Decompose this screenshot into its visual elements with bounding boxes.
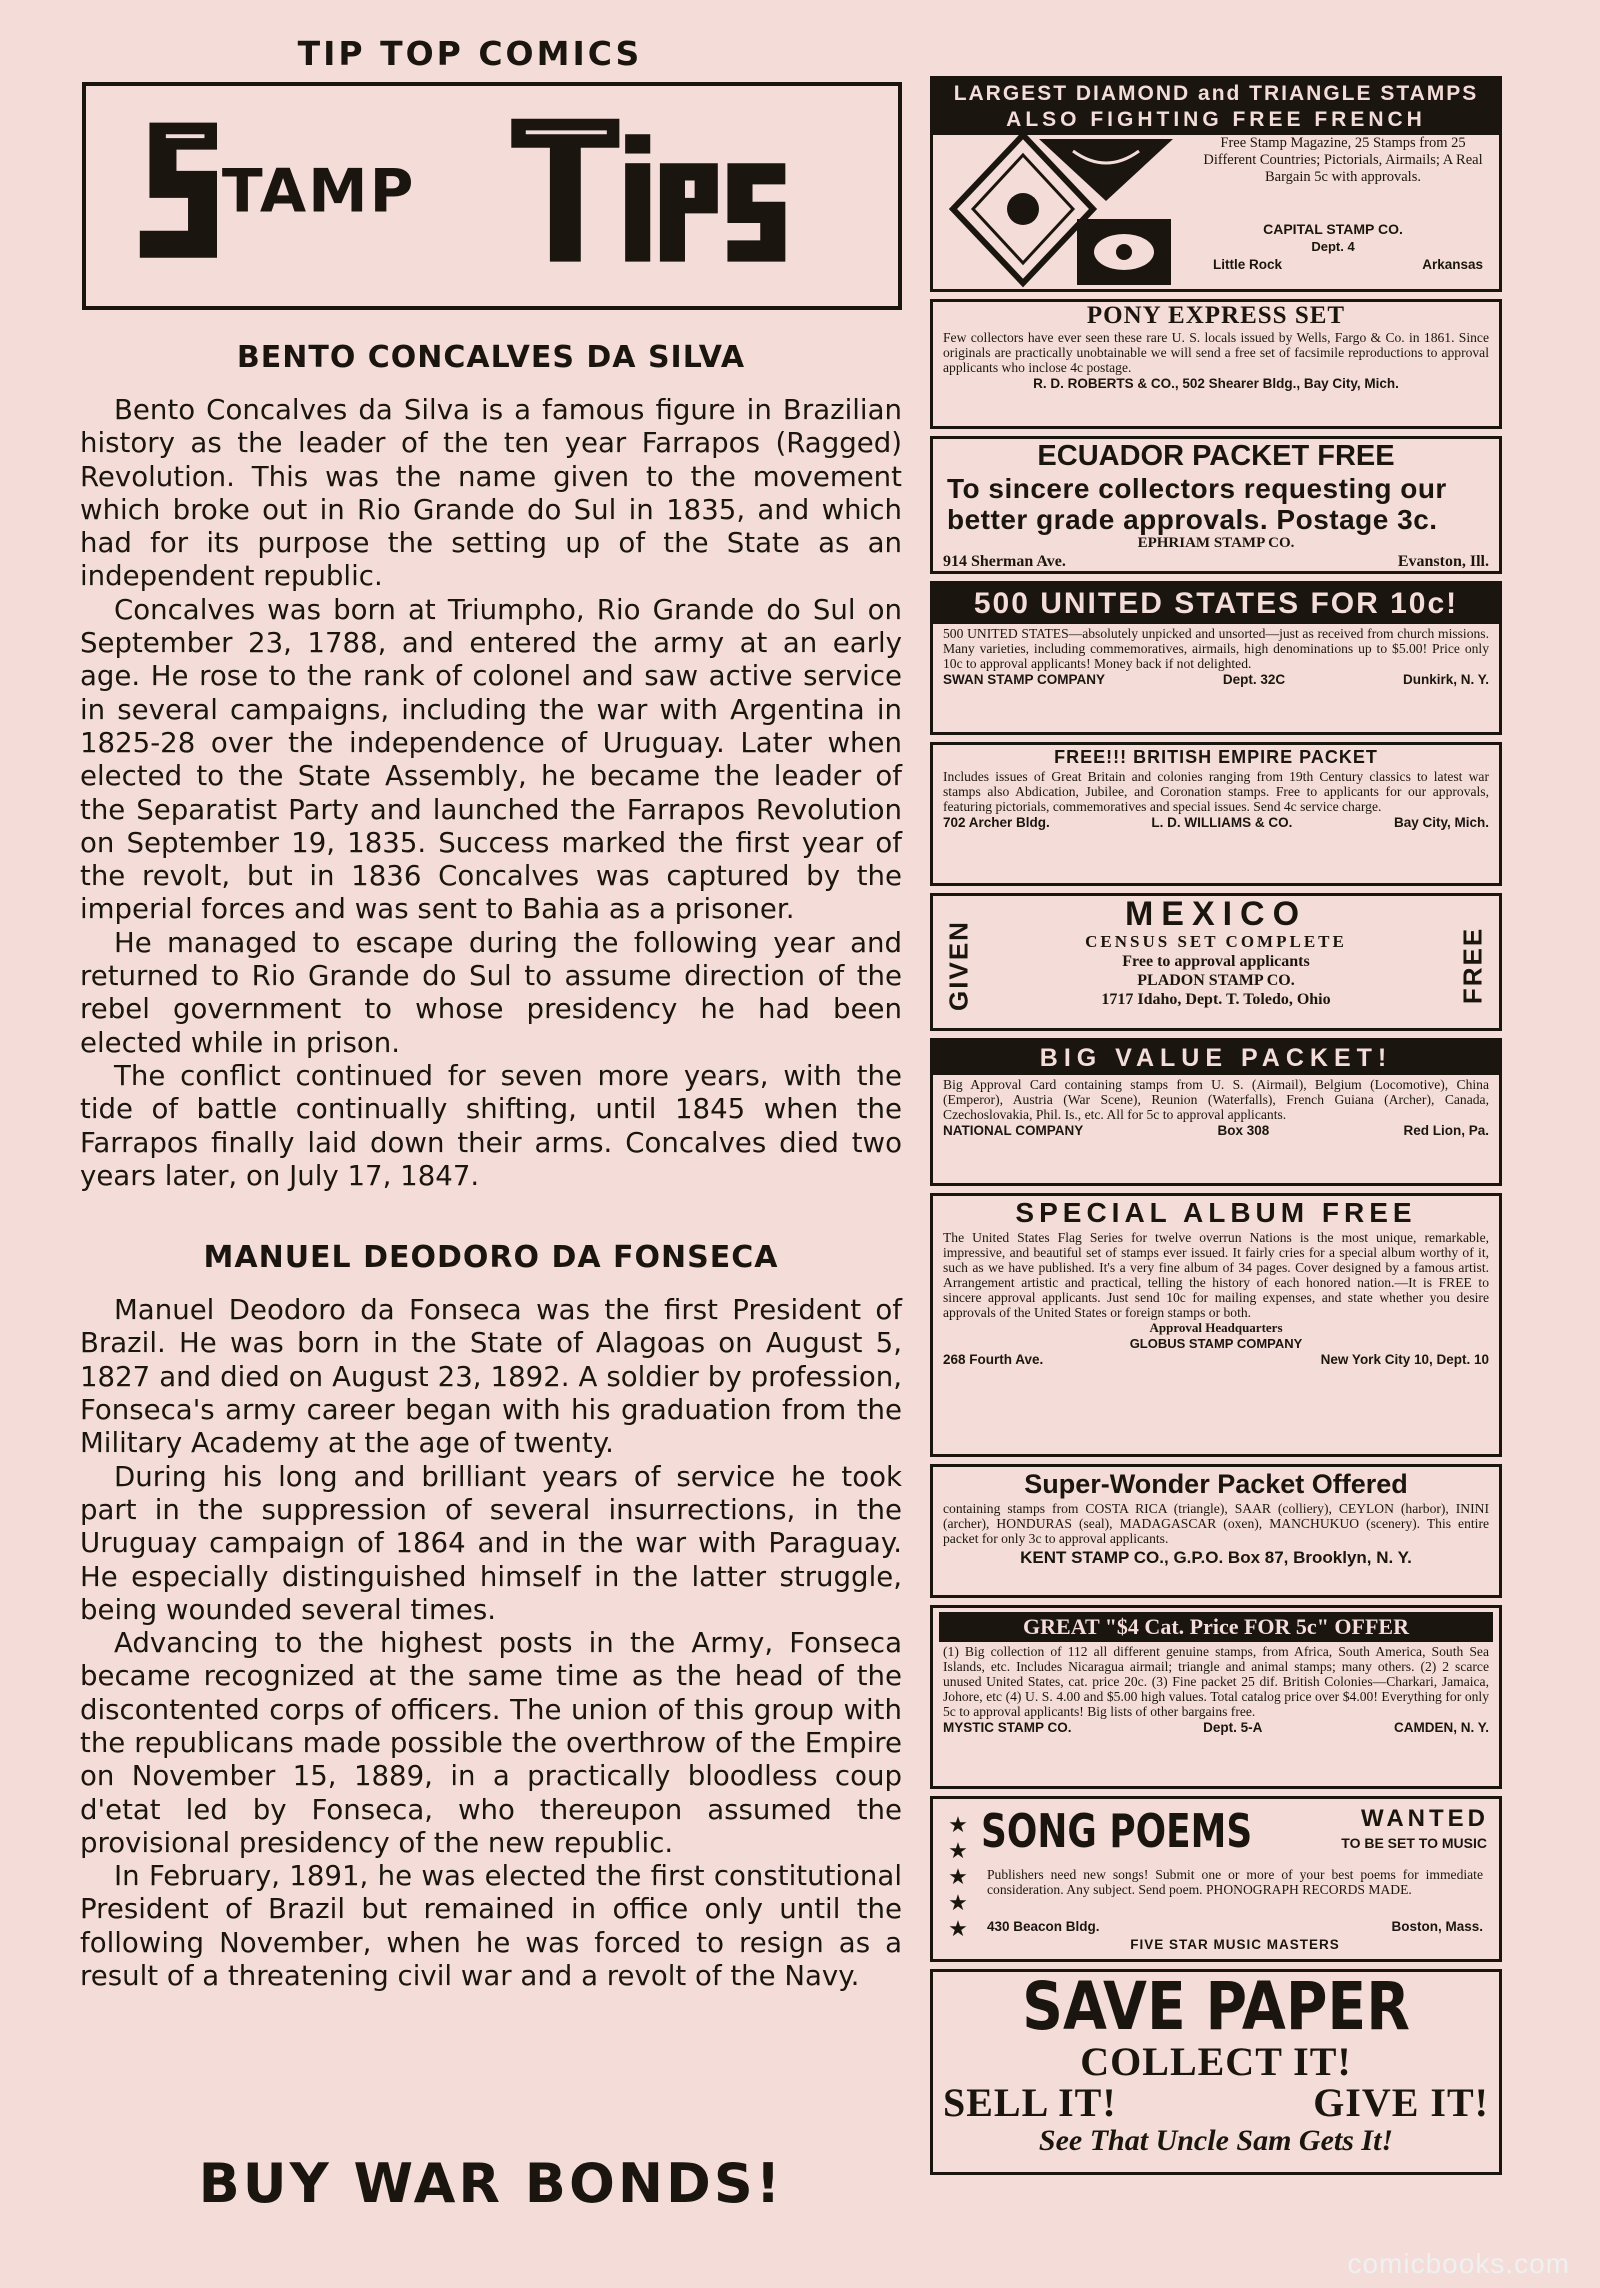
ad-capital-stamp [930, 76, 1502, 292]
ad-save-paper [930, 1969, 1502, 2175]
ad-kent-body: containing stamps from COSTA RICA (triangle), SAAR (colliery), CEYLON (harbor), ININI (archer), HONDURAS (seal), MADAGASCAR (oxen), MANCHUKUO (scenery). This entire packet for only 3c to approval applicants. [943, 1501, 1489, 1546]
ad-capital-line1: LARGEST DIAMOND and TRIANGLE STAMPS [933, 79, 1499, 109]
watermark: comicbooks.com [1347, 2248, 1570, 2279]
ad-globus-city: New York City 10, Dept. 10 [1320, 1352, 1489, 1367]
ad-super-wonder-packet [930, 1464, 1502, 1598]
ad-songs-sub: TO BE SET TO MUSIC [1341, 1835, 1487, 1851]
ad-mystic-body: (1) Big collection of 112 all different genuine stamps, from Africa, South America, South Sea Islands, etc. Includes Nicaragua airmail; triangle and animal stamps; many others. (2) 2 scarce unused United States, cat. price 20c. (3) Fine packet 25 dif. British Colonies—Charkari, Jamaica, Johore, etc (4) U. S. 4.00 and $5.00 high values. Total catalog price over $4.00! Everything for only 5c to approval applicants! Big lists of other bargains free. [943, 1644, 1489, 1719]
section-1-paragraph: The conflict continued for seven more years, with the tide of battle continually shifting, until 1845 when the Farrapos finally laid down their arms. Concalves died two years later, on July 17, 1847. [80, 1058, 902, 1192]
save-paper-line2: COLLECT IT! [1080, 2039, 1352, 2084]
ad-ecuador-title: ECUADOR PACKET FREE [1037, 440, 1395, 472]
ad-song-poems [930, 1796, 1502, 1962]
ad-pony-title: PONY EXPRESS SET [1086, 302, 1346, 329]
ad-mexico-line1: Free to approval applicants [1122, 953, 1310, 970]
ad-ecuador-city: Evanston, Ill. [1397, 553, 1489, 570]
ad-mystic-stamp [930, 1605, 1502, 1789]
ad-williams-body: Includes issues of Great Britain and colonies ranging from 19th Century classics to latest war stamps also Abdication, Jubilee, and Coronation stamps. Free to applicants for our approvals, featuring pictorials, commemoratives and special issues. Send 4c service charge. [943, 769, 1489, 814]
section-2-heading: MANUEL DEODORO DA FONSECA [203, 1240, 779, 1276]
title-logo [86, 86, 898, 306]
save-paper-line4: See That Uncle Sam Gets It! [1038, 2124, 1394, 2157]
star-icons: ★ ★ ★ ★ ★ [948, 1813, 968, 1942]
section-2-paragraph: Manuel Deodoro da Fonseca was the first President of Brazil. He was born in the State of Alagoas on August 5, 1827 and died on August 23, 1892. A soldier by profession, Fonseca's army career began with his graduation from the Military Academy at the age of twenty. [80, 1293, 902, 1460]
ad-swan-title: 500 UNITED STATES FOR 10c! [933, 584, 1499, 624]
save-paper-sell: SELL IT! [943, 2080, 1117, 2125]
section-1-heading: BENTO CONCALVES DA SILVA [236, 340, 746, 375]
ad-swan-body: 500 UNITED STATES—absolutely unpicked and unsorted—just as received from church missions. Many varieties, including commemoratives, airmails, high denominations up to $5.00! Price only 10c to approval applicants! Money back if not delighted. [943, 626, 1489, 671]
ad-national-company: NATIONAL COMPANY [943, 1123, 1084, 1138]
ad-globus-company: GLOBUS STAMP COMPANY [1129, 1336, 1303, 1351]
save-paper-give: GIVE IT! [1313, 2080, 1489, 2125]
ad-swan-company: SWAN STAMP COMPANY [943, 672, 1106, 687]
ad-ecuador-company: EPHRIAM STAMP CO. [1137, 535, 1295, 551]
section-2-paragraph: Advancing to the highest posts in the Army, Fonseca became recognized at the same time as the head of the discontented corps of officers. The union of this group with the republicans made possible the overthrow of the Empire on November 15, 1889, in a practically bloodless coup d'etat led by Fonseca, who thereupon assumed the provisional presidency of the new republic. [80, 1626, 902, 1859]
ad-national-box: Box 308 [1217, 1123, 1270, 1138]
ad-williams-city: Bay City, Mich. [1393, 815, 1489, 830]
section-1-paragraph: He managed to escape during the following year and returned to Rio Grande do Sul to assume direction of the rebel government to whose presidency he had been elected while in prison. [80, 925, 902, 1059]
ad-capital-company: CAPITAL STAMP CO. [1263, 221, 1403, 237]
ad-mystic-company: MYSTIC STAMP CO. [943, 1720, 1072, 1735]
save-paper-line1: SAVE PAPER [1022, 1969, 1410, 2045]
section-2-paragraph: During his long and brilliant years of service he took part in the suppression of several insurrections, in the Uruguay campaign of 1864 and in the war with Paraguay. He especially distinguished himself in the latter struggle, being wounded several times. [80, 1459, 902, 1626]
ad-swan-city: Dunkirk, N. Y. [1402, 672, 1489, 687]
ad-ecuador-packet [930, 436, 1502, 574]
ad-capital-city: Little Rock [1213, 257, 1283, 272]
section-1-paragraph: Concalves was born at Triumpho, Rio Grande do Sul on September 23, 1788, and entered the army at an early age. He rose to the rank of colonel and saw active service in several campaigns, including the war with Argentina in 1825-28 over the independence of Uruguay. Later when elected to the State Assembly, he became the leader of the Separatist Party and launched the Farrapos Revolution on September 19, 1835. Success marked the first year of the revolt, but in 1836 Concalves was captured by the imperial forces and was sent to Bahia as a prisoner. [80, 592, 902, 926]
ads-column [930, 76, 1502, 2175]
ad-mexico-line3: 1717 Idaho, Dept. T. Toledo, Ohio [1101, 991, 1331, 1008]
ad-pony-body: Few collectors have ever seen these rare U. S. locals issued by Wells, Fargo & Co. in 1861. Since originals are practically unobtainable we will send a free set of facsimile reproductions to approval applicants who inclose 4c postage. [943, 330, 1489, 375]
ad-swan-stamp [930, 581, 1502, 735]
ad-big-value-packet [930, 1038, 1502, 1186]
ad-williams-title: FREE!!! BRITISH EMPIRE PACKET [1054, 747, 1378, 767]
buy-war-bonds-slogan: BUY WAR BONDS! [198, 2152, 784, 2215]
stamps-illustration-icon [943, 131, 1183, 291]
ad-ecuador-body: To sincere collectors requesting our better grade approvals. Postage 3c. [947, 473, 1447, 535]
ad-capital-state: Arkansas [1422, 257, 1483, 272]
ad-kent-title: Super-Wonder Packet Offered [1024, 1469, 1408, 1499]
ad-british-empire [930, 742, 1502, 886]
ad-mexico-given: GIVEN [943, 920, 974, 1011]
ad-special-album [930, 1193, 1502, 1457]
ad-ecuador-address: 914 Sherman Ave. [943, 553, 1066, 570]
ad-williams-address: 702 Archer Bldg. [943, 815, 1050, 830]
article-column [80, 340, 902, 1992]
ad-songs-city: Boston, Mass. [1391, 1919, 1483, 1934]
ad-mystic-dept: Dept. 5-A [1203, 1720, 1263, 1735]
page-header: TIP TOP COMICS [297, 34, 643, 73]
ad-mexico-line2: PLADON STAMP CO. [1137, 972, 1295, 989]
ad-mexico-census [930, 893, 1502, 1031]
ad-mexico-title: MEXICO [1124, 895, 1308, 933]
ad-globus-title: SPECIAL ALBUM FREE [1015, 1197, 1417, 1228]
ad-globus-address: 268 Fourth Ave. [943, 1352, 1044, 1367]
ad-williams-company: L. D. WILLIAMS & CO. [1151, 815, 1293, 830]
ad-kent-footer: KENT STAMP CO., G.P.O. Box 87, Brooklyn, N. Y. [1020, 1548, 1412, 1567]
ad-mexico-sub: CENSUS SET COMPLETE [1085, 932, 1347, 951]
ad-national-body: Big Approval Card containing stamps from U. S. (Airmail), Belgium (Locomotive), China (Emperor), Austria (War Scene), Reunion (Waterfalls), French Guiana (Archer), Canada, Czechoslovakia, Phil. Is., etc. All for 5c to approval applicants. [943, 1077, 1489, 1122]
svg-text:TAMP: TAMP [221, 156, 416, 227]
ad-mexico-free: FREE [1457, 926, 1488, 1005]
title-box [82, 82, 902, 310]
ad-mystic-city: CAMDEN, N. Y. [1393, 1720, 1489, 1735]
ad-pony-express [930, 299, 1502, 429]
ad-songs-wanted: WANTED [1361, 1805, 1489, 1832]
ad-songs-address: 430 Beacon Bldg. [987, 1919, 1100, 1934]
ad-national-title: BIG VALUE PACKET! [933, 1041, 1499, 1075]
ad-swan-dept: Dept. 32C [1222, 672, 1286, 687]
ad-national-city: Red Lion, Pa. [1403, 1123, 1489, 1138]
section-1-paragraph: Bento Concalves da Silva is a famous figure in Brazilian history as the leader of the ten year Farrapos (Ragged) Revolution. This was the name given to the movement which broke out in Rio Grande do Sul in 1835, and which had for its purpose the setting up of the State as an independent republic. [80, 393, 902, 593]
section-2-paragraph: In February, 1891, he was elected the first constitutional President of Brazil but remained in office only until the following November, when he was forced to resign as a result of a threatening civil war and a revolt of the Navy. [80, 1859, 902, 1993]
ad-capital-line2: ALSO FIGHTING FREE FRENCH [933, 109, 1499, 135]
ad-songs-body: Publishers need new songs! Submit one or more of your best poems for immediate consideration. Any subject. Send poem. PHONOGRAPH RECORDS MADE. [987, 1867, 1483, 1897]
ad-globus-hq: Approval Headquarters [1149, 1320, 1283, 1335]
ad-capital-dept: Dept. 4 [1311, 239, 1355, 254]
ad-capital-body: Free Stamp Magazine, 25 Stamps from 25 Different Countries; Pictorials, Airmails; A Real Bargain 5c with approvals. [1203, 135, 1483, 185]
ad-mystic-title: GREAT "$4 Cat. Price FOR 5c" OFFER [939, 1612, 1493, 1642]
ad-pony-footer: R. D. ROBERTS & CO., 502 Shearer Bldg., Bay City, Mich. [1033, 376, 1399, 391]
ad-globus-body: The United States Flag Series for twelve overrun Nations is the most unique, remarkable, impressive, and beautiful set of stamps ever issued. It fairly cries for a special album worthy of it, such as we have published. It's a very fine album of 34 pages. Cover designed by a famous artist. Arrangement artistic and practical, telling the history of each honored nation.—It is FREE to sincere approval applicants. Just send 10c for mailing expenses, and state whether you desire approvals of the United States or foreign stamps or both. [943, 1230, 1489, 1320]
ad-songs-company: FIVE STAR MUSIC MASTERS [1130, 1937, 1340, 1952]
ad-songs-title: SONG POEMS [981, 1804, 1253, 1858]
